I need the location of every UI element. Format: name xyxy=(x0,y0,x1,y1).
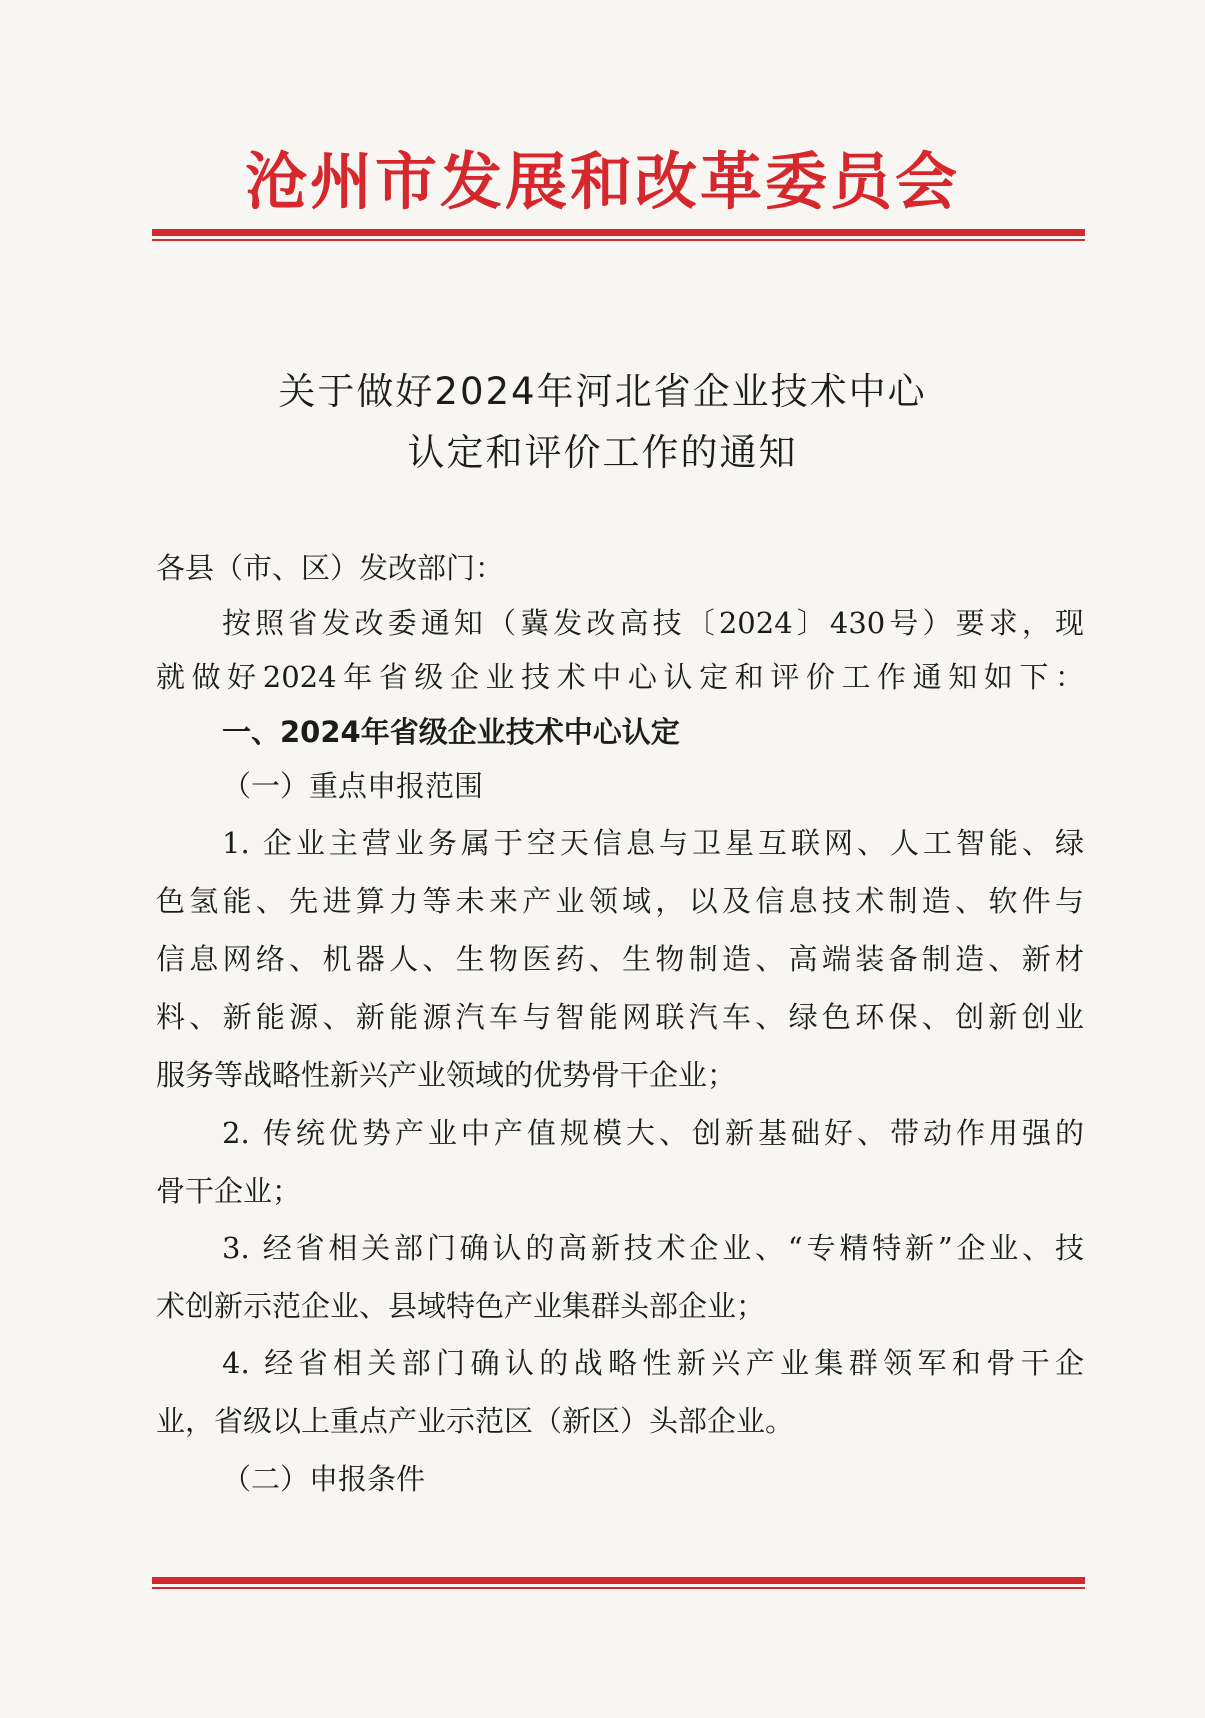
item-3-line-1: 3. 经省相关部门确认的高新技术企业、“专精特新”企业、技 xyxy=(222,1231,1084,1265)
rule-thin-line xyxy=(152,239,1085,241)
item-1-line-4: 料、新能源、新能源汽车与智能网联汽车、绿色环保、创新创业 xyxy=(156,1000,1084,1034)
section-1-heading: 一、2024年省级企业技术中心认定 xyxy=(222,715,680,749)
item-2-line-2: 骨干企业； xyxy=(156,1174,302,1208)
masthead-org-name: 沧州市发展和改革委员会 xyxy=(244,145,960,218)
item-1-line-1: 1. 企业主营业务属于空天信息与卫星互联网、人工智能、绿 xyxy=(222,826,1084,860)
document-title-line-1: 关于做好2024年河北省企业技术中心 xyxy=(278,370,927,413)
subsection-1-heading: （一）重点申报范围 xyxy=(222,769,484,803)
item-3-line-2: 术创新示范企业、县域特色产业集群头部企业； xyxy=(156,1289,766,1323)
intro-line-1: 按照省发改委通知（冀发改高技〔2024〕430号）要求，现 xyxy=(222,606,1084,640)
intro-line-2: 就做好2024年省级企业技术中心认定和评价工作通知如下： xyxy=(156,660,1084,694)
rule-thin-line xyxy=(152,1587,1085,1589)
footer-red-rule xyxy=(152,1577,1085,1589)
item-1-line-3: 信息网络、机器人、生物医药、生物制造、高端装备制造、新材 xyxy=(156,942,1084,976)
document-title-line-2: 认定和评价工作的通知 xyxy=(407,431,798,474)
addressee: 各县（市、区）发改部门： xyxy=(156,551,505,585)
item-2-line-1: 2. 传统优势产业中产值规模大、创新基础好、带动作用强的 xyxy=(222,1116,1084,1150)
item-1-line-5: 服务等战略性新兴产业领域的优势骨干企业； xyxy=(156,1058,737,1092)
item-4-line-1: 4. 经省相关部门确认的战略性新兴产业集群领军和骨干企 xyxy=(222,1346,1084,1380)
rule-thick-line xyxy=(152,229,1085,236)
item-1-line-2: 色氢能、先进算力等未来产业领域，以及信息技术制造、软件与 xyxy=(156,884,1084,918)
item-4-line-2: 业，省级以上重点产业示范区（新区）头部企业。 xyxy=(156,1404,795,1438)
subsection-2-heading: （二）申报条件 xyxy=(222,1462,426,1496)
masthead-red-rule xyxy=(152,229,1085,241)
rule-thick-line xyxy=(152,1577,1085,1584)
